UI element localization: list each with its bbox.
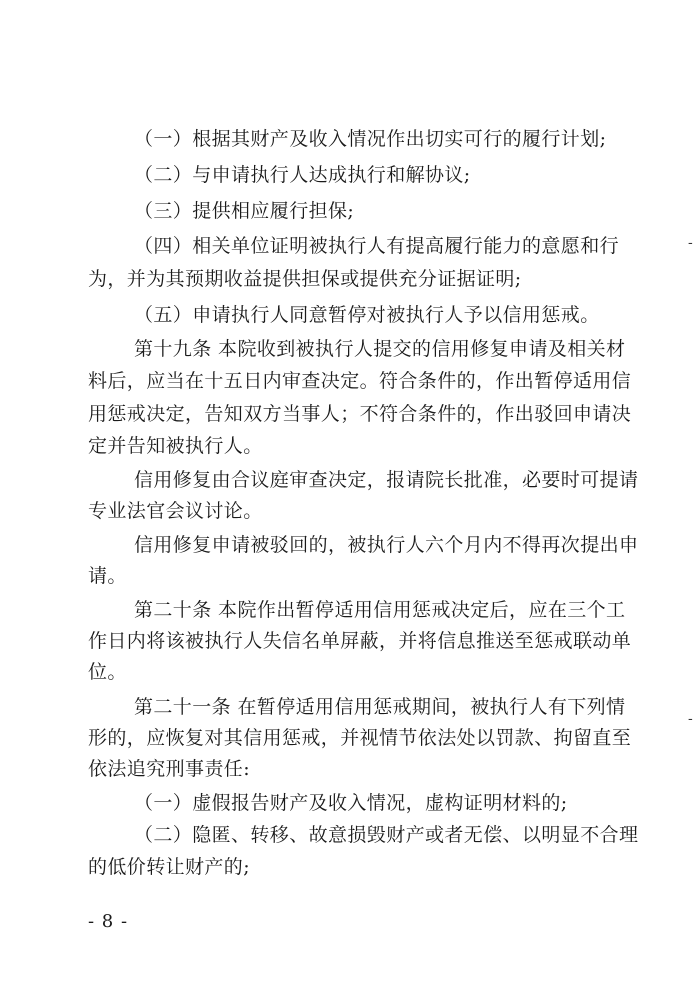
text-line-20: 依法追究刑事责任: bbox=[88, 758, 251, 780]
text-line-13: 信用修复申请被驳回的，被执行人六个月内不得再次提出申 bbox=[134, 534, 639, 556]
text-line-19: 形的，应恢复对其信用惩戒，并视情节依法处以罚款、拘留直至 bbox=[88, 727, 632, 749]
text-line-18: 第二十一条 在暂停适用信用惩戒期间，被执行人有下列情 bbox=[134, 696, 626, 718]
text-line-6: （五）申请执行人同意暂停对被执行人予以信用惩戒。 bbox=[134, 304, 600, 326]
edge-mark-bottom: - bbox=[688, 711, 693, 727]
text-line-1: （一）根据其财产及收入情况作出切实可行的履行计划; bbox=[134, 128, 607, 150]
text-line-17: 位。 bbox=[88, 661, 127, 683]
text-line-14: 请。 bbox=[88, 565, 127, 587]
page-number: - 8 - bbox=[88, 911, 129, 932]
text-line-23: 的低价转让财产的; bbox=[88, 856, 251, 878]
text-line-7: 第十九条 本院收到被执行人提交的信用修复申请及相关材 bbox=[134, 338, 626, 360]
text-line-11: 信用修复由合议庭审查决定，报请院长批准，必要时可提请 bbox=[134, 469, 639, 491]
text-line-8: 料后，应当在十五日内审查决定。符合条件的，作出暂停适用信 bbox=[88, 370, 632, 392]
text-line-10: 定并告知被执行人。 bbox=[88, 435, 263, 457]
text-line-3: （三）提供相应履行担保; bbox=[134, 200, 355, 222]
text-line-2: （二）与申请执行人达成执行和解协议; bbox=[134, 164, 471, 186]
text-line-5: 为，并为其预期收益提供担保或提供充分证据证明; bbox=[88, 268, 522, 290]
text-line-22: （二）隐匿、转移、故意损毁财产或者无偿、以明显不合理 bbox=[134, 824, 639, 846]
text-line-16: 作日内将该被执行人失信名单屏蔽，并将信息推送至惩戒联动单 bbox=[88, 630, 632, 652]
text-line-4: （四）相关单位证明被执行人有提高履行能力的意愿和行 bbox=[134, 235, 620, 257]
text-line-12: 专业法官会议讨论。 bbox=[88, 500, 263, 522]
text-line-9: 用惩戒决定，告知双方当事人；不符合条件的，作出驳回申请决 bbox=[88, 403, 632, 425]
edge-mark-top: - bbox=[688, 235, 693, 251]
text-line-15: 第二十条 本院作出暂停适用信用惩戒决定后，应在三个工 bbox=[134, 599, 626, 621]
text-line-21: （一）虚假报告财产及收入情况，虚构证明材料的; bbox=[134, 792, 568, 814]
